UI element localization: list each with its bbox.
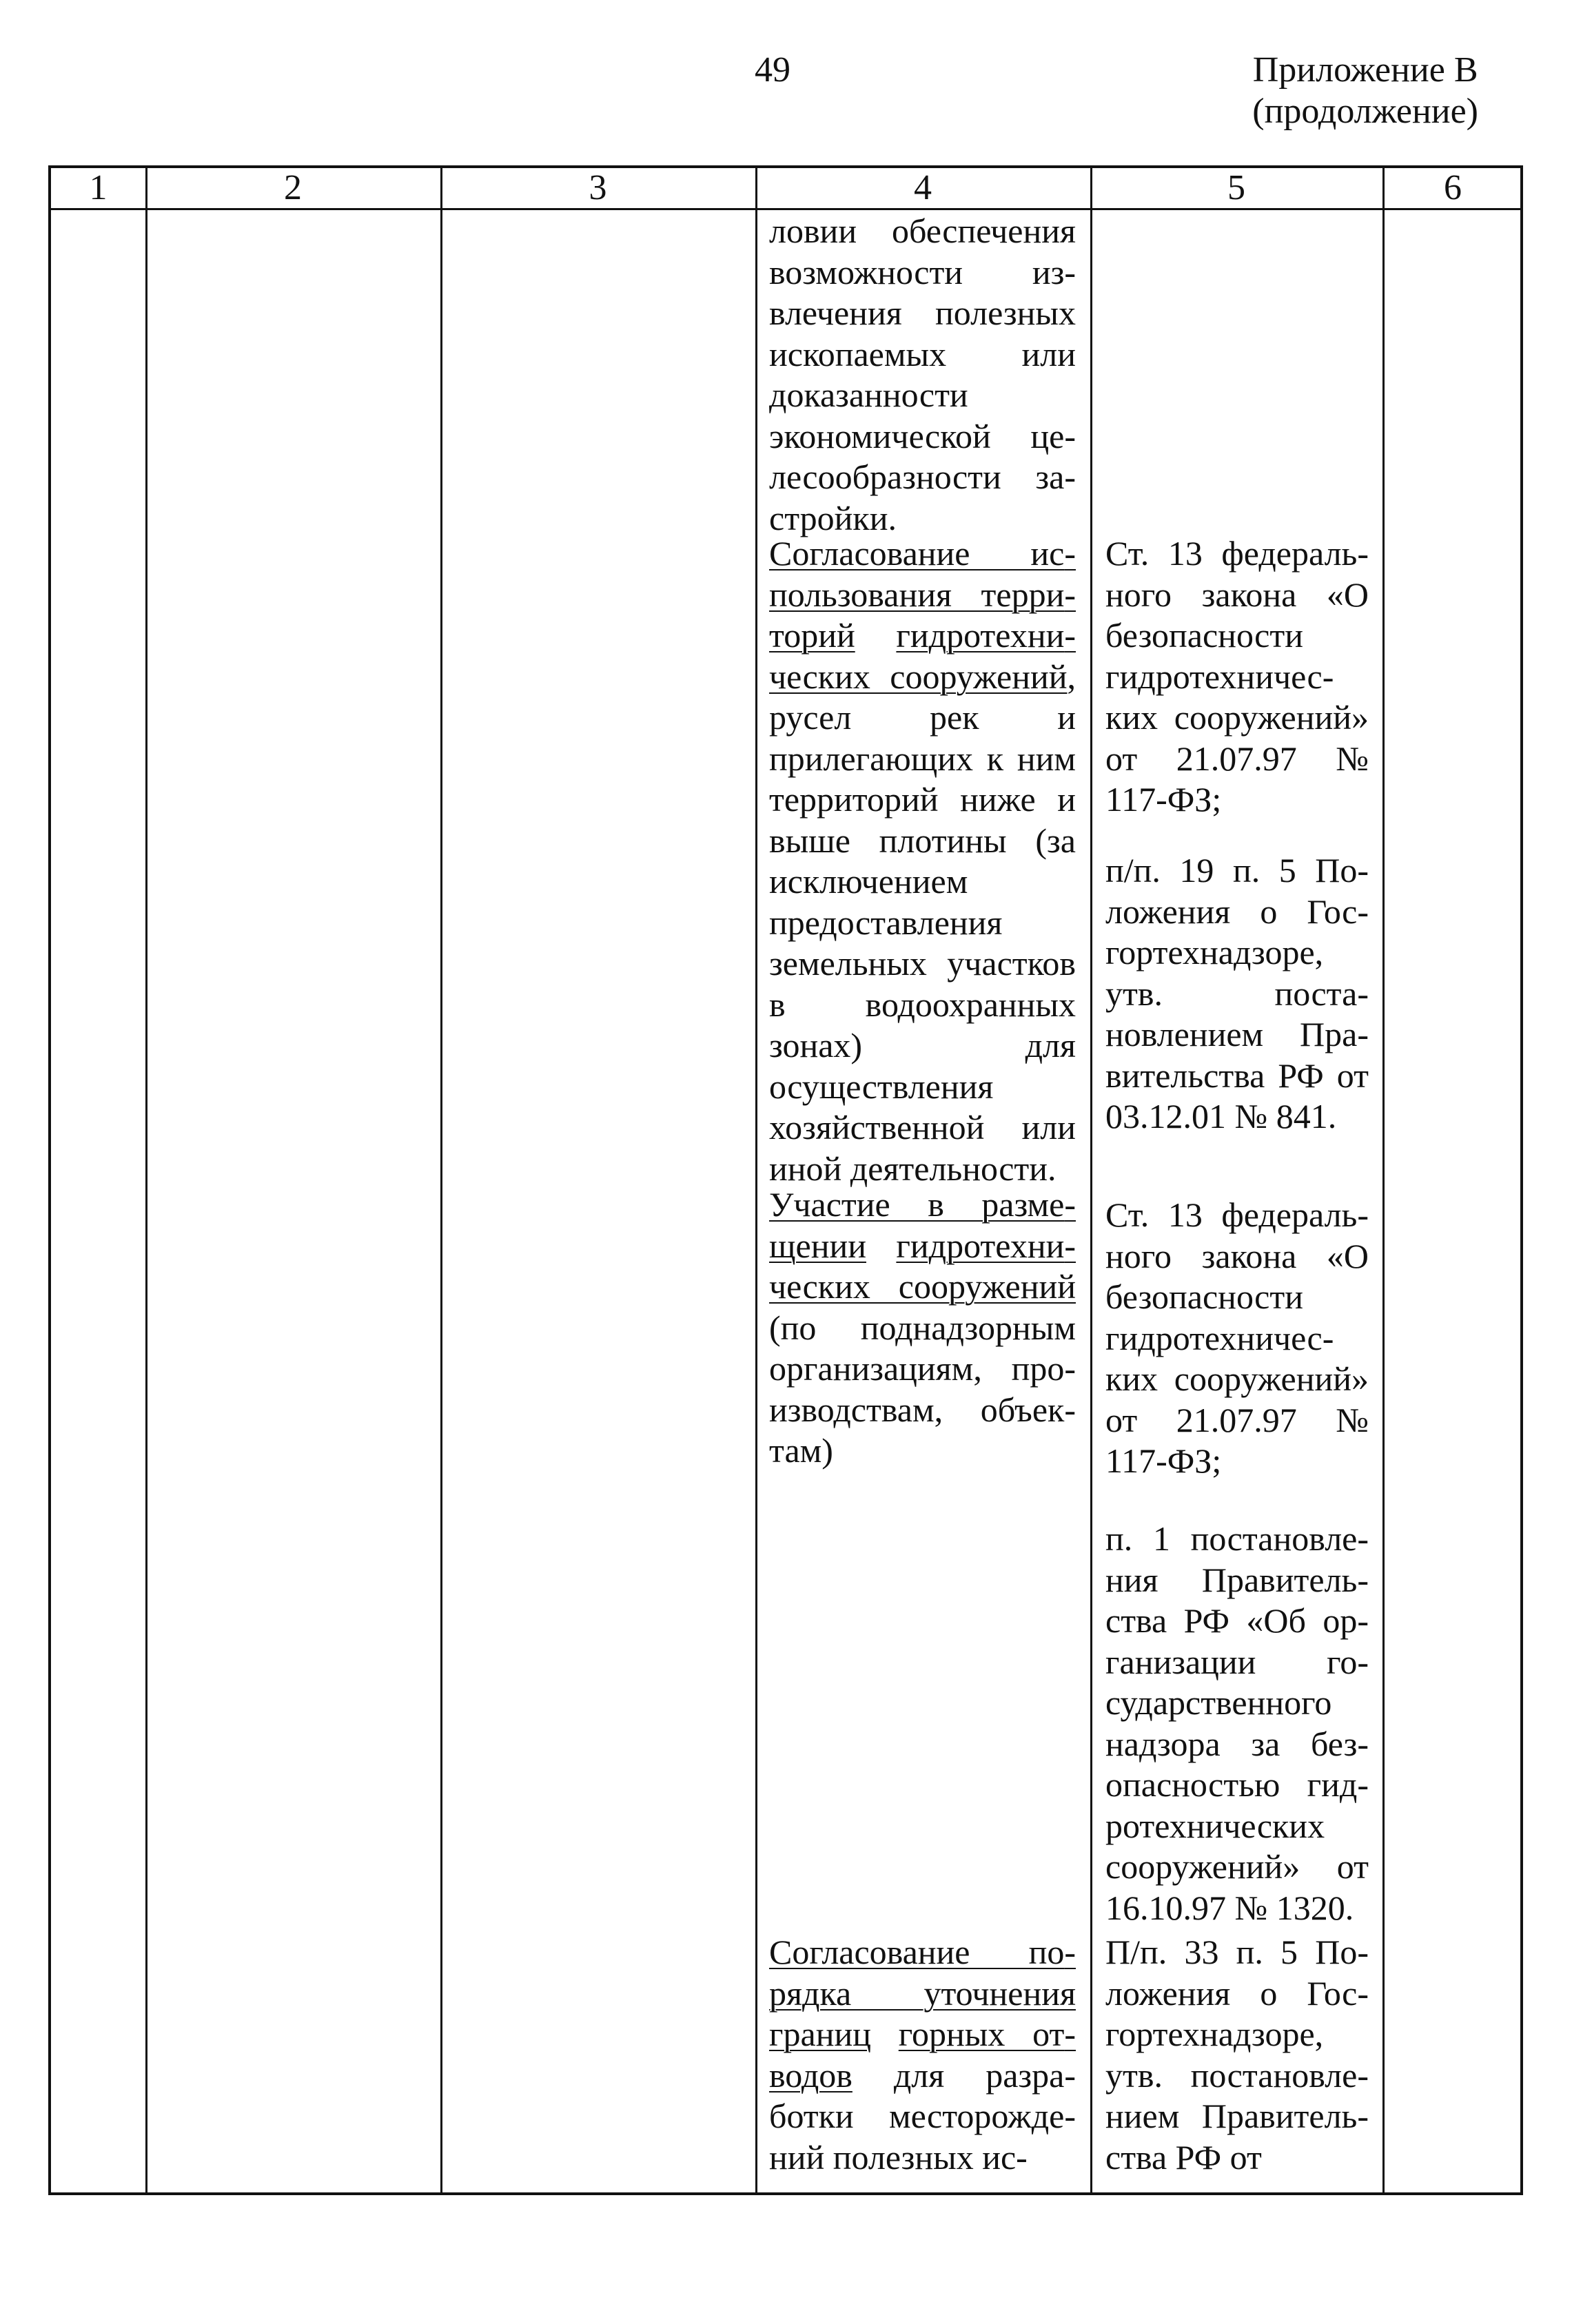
column-header-4: 4: [914, 168, 932, 207]
underlined-text: Согласование порядка уточнения границ: [769, 1933, 1076, 2053]
column-5-paragraph-3: Ст. 13 федерального закона «О безопасности гидротехнических сооружений» от 21.07.97 № 117-ФЗ;: [1105, 1195, 1369, 1480]
column-divider-1: [145, 168, 147, 2192]
underlined-text: гидротехнических сооружений: [769, 1226, 1076, 1306]
column-divider-5: [1382, 168, 1385, 2192]
column-divider-2: [440, 168, 442, 2192]
annex-title: Приложение В: [1252, 50, 1478, 90]
column-5-paragraph-2: п/п. 19 п. 5 Положения о Госгортехнадзоре, утв. постановлением Правительства РФ от 03.12.01 № 841.: [1105, 851, 1369, 1135]
column-header-5: 5: [1227, 168, 1245, 207]
column-header-2: 2: [284, 168, 302, 207]
column-divider-4: [1090, 168, 1092, 2192]
column-4-paragraph-1: ловии обеспечения возможности извлечения полезных ископаемых или доказанности экономической целесообразности застройки.: [769, 212, 1076, 537]
column-4-paragraph-2: Согласование использования территорий гидротехнических сооружений, русел рек и прилегающих к ним территорий ниже и выше плотины (за исключением предоставления земельных участков в водоохранных зонах) для осуществления хозяйственной или иной деятельности.: [769, 534, 1076, 1188]
underlined-text: гидротехнических сооружений: [769, 616, 1076, 696]
column-divider-3: [755, 168, 757, 2192]
annex-continuation: (продолжение): [1252, 92, 1478, 131]
column-5-paragraph-5: П/п. 33 п. 5 Положения о Госгортехнадзоре, утв. постановлением Правительства РФ от: [1105, 1933, 1369, 2177]
underlined-text: Согласование использования территорий: [769, 534, 1076, 655]
page-number: 49: [755, 50, 790, 90]
document-table: [48, 165, 1523, 2195]
column-5-paragraph-1: Ст. 13 федерального закона «О безопасности гидротехнических сооружений» от 21.07.97 № 117-ФЗ;: [1105, 534, 1369, 819]
header-row-divider: [51, 208, 1520, 210]
column-5-paragraph-4: п. 1 постановления Правительства РФ «Об организации государственного надзора за безопасностью гидротехнических сооружений» от 16.10.97 № 1320.: [1105, 1519, 1369, 1927]
annex-label: [1252, 50, 1478, 132]
underlined-text: Участие в размещении: [769, 1185, 1076, 1265]
column-4-paragraph-3: Участие в размещении гидротехнических сооружений (по поднадзорным организациям, производствам, объектам): [769, 1185, 1076, 1470]
column-header-3: 3: [589, 168, 607, 207]
column-header-6: 6: [1444, 168, 1462, 207]
column-header-1: 1: [89, 168, 108, 207]
column-4-paragraph-4: Согласование порядка уточнения границ горных отводов для разработки месторождений полезных ис-: [769, 1933, 1076, 2177]
underlined-text: горных отводов: [769, 2015, 1076, 2095]
